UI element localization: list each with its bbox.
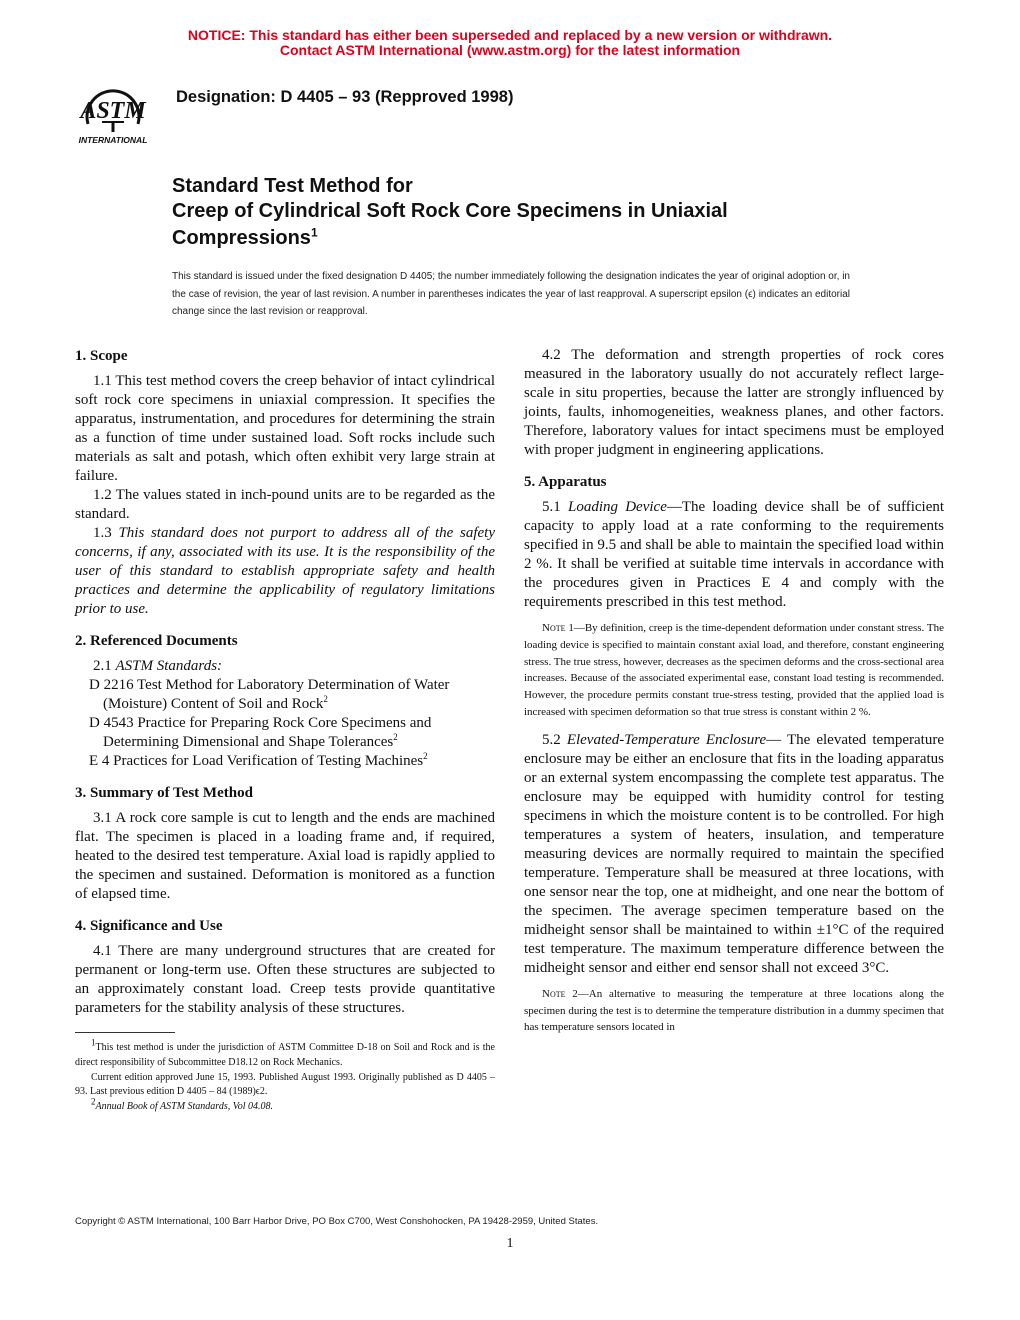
paragraph: 1.2 The values stated in inch-pound units are to be regarded as the standard. xyxy=(75,487,495,522)
footnote-divider xyxy=(75,1032,175,1033)
notice-banner xyxy=(0,28,1020,58)
reference-item: E 4 Practices for Load Verification of Testing Machines$^2$ xyxy=(89,751,428,769)
logo-sub: INTERNATIONAL xyxy=(78,135,148,145)
paragraph: 5.1 Loading Device—The loading device shall be of sufficient capacity to apply load at a rate conforming to the requirements specified in 9.5 and shall be able to maintain the specified load within 2 %. It shall be verified at suitable time intervals in accordance with the procedures given in Practices E 4 and comply with the requirements prescribed in this test method. xyxy=(524,499,945,610)
notice-line-1: NOTICE: This standard has either been superseded and replaced by a new version or withdrawn. xyxy=(187,27,833,43)
section-significance-cont xyxy=(524,346,944,460)
paragraph: 5.2 Elevated-Temperature Enclosure— The elevated temperature enclosure may be either an enclosure that fits in the loading apparatus or an external system encompassing the complete test apparatus. The enclosure may be equipped with humidity control for testing specimens in which the moisture content is to be controlled. For high temperatures a system of heaters, insulation, and temperature measuring devices are normally required to maintain the specified temperature. Temperature shall be measured at three locations, with one sensor near the top, one at midheight, and one near the bottom of the specimen. The average specimen temperature based on the midheight sensor shall be maintained to within ±1°C of the required test temperature. The maximum temperature difference between the midheight sensor and either end sensor shall not exceed 3°C. xyxy=(524,731,944,976)
section-heading: 3. Summary of Test Method xyxy=(75,785,253,801)
section-scope xyxy=(75,346,495,619)
designation: Designation: D 4405 – 93 (Repproved 1998) xyxy=(176,88,514,106)
footnote: Current edition approved June 15, 1993. Published August 1993. Originally published as D 4405 – 93. Last previous edition D 4405 – 84 (1989)ϵ2. xyxy=(75,1071,495,1098)
section-referenced-documents xyxy=(75,631,495,771)
title-line-1: Standard Test Method for xyxy=(172,175,413,197)
page-number: 1 xyxy=(506,1236,514,1251)
section-apparatus xyxy=(524,472,944,1036)
reference-item: D 2216 Test Method for Laboratory Determination of Water (Moisture) Content of Soil and Rock$^2$ xyxy=(89,677,450,712)
title-line-2: Creep of Cylindrical Soft Rock Core Specimens in Uniaxial xyxy=(172,200,728,222)
right-column xyxy=(524,346,944,1048)
section-heading: 2. Referenced Documents xyxy=(75,633,238,649)
section-heading: 4. Significance and Use xyxy=(75,918,223,934)
copyright: Copyright © ASTM International, 100 Barr Harbor Drive, PO Box C700, West Conshohocken, PA 19428-2959, United States. xyxy=(75,1216,599,1227)
paragraph: 1.1 This test method covers the creep behavior of intact cylindrical soft rock core specimens in uniaxial compression. It specifies the apparatus, instrumentation, and procedures for determining the strain as a function of time under sustained load. Soft rocks include such materials as salt and potash, which often exhibit very large strain at failure. xyxy=(75,373,495,484)
title-footnote-ref: 1 xyxy=(310,225,318,240)
logo-letters: ASTM xyxy=(80,98,146,124)
note: Note 2—An alternative to measuring the temperature at three locations along the specimen during the test is to determine the temperature distribution in a dummy specimen that has temperature sensors located in xyxy=(524,987,944,1034)
intro-paragraph: This standard is issued under the fixed designation D 4405; the number immediately following the designation indicates the year of original adoption or, in the case of revision, the year of last revision. A number in parentheses indicates the year of last reapproval. A superscript epsilon (ϵ) indicates an editorial change since the last revision or reapproval. xyxy=(172,271,850,317)
title-line-3: Compressions$^1$ xyxy=(172,225,318,249)
subheading: 2.1 ASTM Standards: xyxy=(93,658,223,674)
paragraph: 3.1 A rock core sample is cut to length and the ends are machined flat. The specimen is placed in a loading frame and, if required, heated to the desired test temperature. Axial load is rapidly applied to the specimen and sustained. Deformation is monitored as a function of elapsed time. xyxy=(75,810,495,902)
footnote: $^2$Annual Book of ASTM Standards, Vol 04.08. xyxy=(91,1096,273,1113)
notice-line-2: Contact ASTM International (www.astm.org) for the latest information xyxy=(279,42,741,58)
section-summary xyxy=(75,783,495,904)
section-significance xyxy=(75,916,495,1018)
footnote: $^1$This test method is under the jurisdiction of ASTM Committee D-18 on Soil and Rock and is the direct responsibility of Subcommittee D18.12 on Rock Mechanics. xyxy=(75,1037,495,1068)
section-heading: 1. Scope xyxy=(75,348,128,364)
reference-item: D 4543 Practice for Preparing Rock Core Specimens and Determining Dimensional and Shape Tolerances$^2$ xyxy=(89,715,432,750)
document-title xyxy=(172,174,728,252)
paragraph: 1.3 This standard does not purport to address all of the safety concerns, if any, associated with its use. It is the responsibility of the user of this standard to establish appropriate safety and health practices and determine the applicability of regulatory limitations prior to use. xyxy=(75,525,496,617)
paragraph: 4.2 The deformation and strength properties of rock cores measured in the laboratory usually do not accurately reflect large-scale in situ properties, because the latter are strongly influenced by joints, faults, inhomogeneities, weakness planes, and other factors. Therefore, laboratory values for intact specimens must be employed with proper judgment in engineering applications. xyxy=(524,347,944,458)
section-heading: 5. Apparatus xyxy=(524,474,607,490)
left-column xyxy=(75,346,495,1115)
note: Note 1—By definition, creep is the time-dependent deformation under constant stress. The loading device is specified to maintain constant axial load, and therefore, constant engineering stress. The true stress, however, decreases as the specimen deforms and the cross-sectional area increases. Because of the associated experimental ease, constant load testing is recommended. However, the procedure permits constant true-stress testing, provided that the applied load is increased with specimen deformation so that true stress is constant within 2 %. xyxy=(524,622,944,718)
paragraph: 4.1 There are many underground structures that are created for permanent or long-term use. Often these structures are subjected to an approximately constant load. Creep tests provide quantitative parameters for the stability analysis of these structures. xyxy=(75,943,495,1016)
astm-logo-icon xyxy=(66,76,160,146)
